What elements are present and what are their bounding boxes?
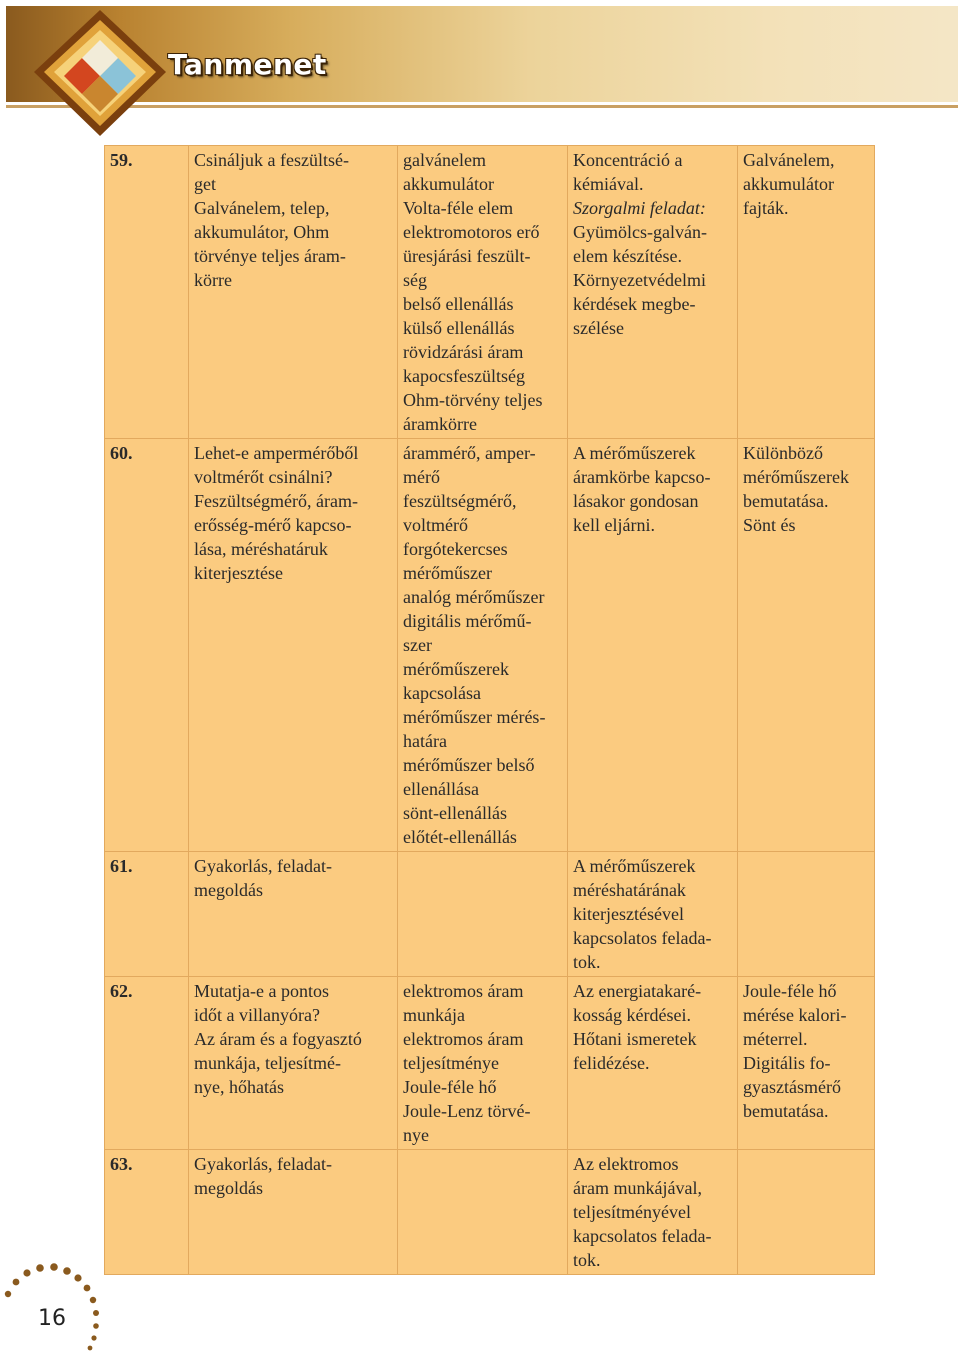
cell-line: teljesítményével bbox=[573, 1202, 691, 1222]
cell-line: rövidzárási áram bbox=[403, 342, 524, 362]
cell-line: Gyakorlás, feladat- bbox=[194, 856, 332, 876]
cell-line: Az áram és a fogyasztó bbox=[194, 1029, 362, 1049]
cell-line: külső ellenállás bbox=[403, 318, 515, 338]
cell-line: teljesítménye bbox=[403, 1053, 499, 1073]
cell-line: fajták. bbox=[743, 198, 789, 218]
lesson-connections bbox=[568, 1150, 738, 1275]
cell-line: kémiával. bbox=[573, 174, 644, 194]
cell-line: Különböző bbox=[743, 443, 823, 463]
cell-line: get bbox=[194, 174, 216, 194]
cell-line: bemutatása. bbox=[743, 1101, 829, 1121]
cell-line: tok. bbox=[573, 1250, 601, 1270]
cell-line: mérő bbox=[403, 467, 440, 487]
cell-line: erősség-mérő kapcso- bbox=[194, 515, 352, 535]
lesson-number: 62. bbox=[105, 977, 189, 1150]
cell-line: mérőműszerek bbox=[403, 659, 509, 679]
cell-line: Koncentráció a bbox=[573, 150, 683, 170]
curriculum-table bbox=[104, 145, 875, 1275]
curriculum-table-body bbox=[105, 146, 875, 1275]
cell-line: szer bbox=[403, 635, 432, 655]
cell-line: gyasztásmérő bbox=[743, 1077, 841, 1097]
cell-line: lása, méréshatáruk bbox=[194, 539, 328, 559]
cell-line: nye, hőhatás bbox=[194, 1077, 284, 1097]
cell-line: szélése bbox=[573, 318, 624, 338]
lesson-concepts bbox=[398, 1150, 568, 1275]
cell-line: voltmérő bbox=[403, 515, 468, 535]
lesson-demonstrations bbox=[738, 977, 875, 1150]
lesson-number: 59. bbox=[105, 146, 189, 439]
lesson-topic bbox=[189, 977, 398, 1150]
table-row bbox=[105, 977, 875, 1150]
header-banner bbox=[0, 0, 960, 140]
cell-line: méréshatárának bbox=[573, 880, 686, 900]
cell-line: Galvánelem, telep, bbox=[194, 198, 330, 218]
cell-line: Gyakorlás, feladat- bbox=[194, 1154, 332, 1174]
cell-line: sönt-ellenállás bbox=[403, 803, 507, 823]
cell-line: Sönt és bbox=[743, 515, 796, 535]
cell-line: kiterjesztésével bbox=[573, 904, 684, 924]
lesson-demonstrations bbox=[738, 852, 875, 977]
cell-line: kérdések megbe- bbox=[573, 294, 696, 314]
cell-line: Galvánelem, bbox=[743, 150, 835, 170]
cell-line: Szorgalmi feladat: bbox=[573, 198, 706, 218]
cell-line: mérőműszer mérés- bbox=[403, 707, 546, 727]
lesson-topic bbox=[189, 439, 398, 852]
cell-line: A mérőműszerek bbox=[573, 856, 696, 876]
cell-line: elektromos áram bbox=[403, 1029, 524, 1049]
cell-line: Joule-Lenz törvé- bbox=[403, 1101, 531, 1121]
cell-line: mérőműszerek bbox=[743, 467, 849, 487]
cell-line: kosság kérdései. bbox=[573, 1005, 691, 1025]
cell-line: időt a villanyóra? bbox=[194, 1005, 320, 1025]
cell-line: analóg mérőműszer bbox=[403, 587, 545, 607]
cell-line: lásakor gondosan bbox=[573, 491, 699, 511]
cell-line: bemutatása. bbox=[743, 491, 829, 511]
lesson-concepts bbox=[398, 977, 568, 1150]
cell-line: munkája bbox=[403, 1005, 465, 1025]
cell-line: kell eljárni. bbox=[573, 515, 655, 535]
cell-line: kapocsfeszültség bbox=[403, 366, 525, 386]
cell-line: körre bbox=[194, 270, 232, 290]
lesson-demonstrations bbox=[738, 1150, 875, 1275]
cell-line: Hőtani ismeretek bbox=[573, 1029, 697, 1049]
table-row bbox=[105, 852, 875, 977]
cell-line: akkumulátor, Ohm bbox=[194, 222, 330, 242]
cell-line: voltmérőt csinálni? bbox=[194, 467, 333, 487]
cell-line: kiterjesztése bbox=[194, 563, 283, 583]
cell-line: áramkörre bbox=[403, 414, 477, 434]
lesson-connections bbox=[568, 146, 738, 439]
cell-line: A mérőműszerek bbox=[573, 443, 696, 463]
cell-line: tok. bbox=[573, 952, 601, 972]
table-row bbox=[105, 439, 875, 852]
lesson-connections bbox=[568, 977, 738, 1150]
page-title: Tanmenet bbox=[168, 48, 327, 81]
lesson-concepts bbox=[398, 852, 568, 977]
cell-line: nye bbox=[403, 1125, 429, 1145]
table-row bbox=[105, 1150, 875, 1275]
cell-line: Feszültségmérő, áram- bbox=[194, 491, 358, 511]
cell-line: Az elektromos bbox=[573, 1154, 679, 1174]
cell-line: akkumulátor bbox=[403, 174, 494, 194]
cell-line: méterrel. bbox=[743, 1029, 808, 1049]
cell-line: Az energiatakaré- bbox=[573, 981, 702, 1001]
cell-line: mérése kalori- bbox=[743, 1005, 847, 1025]
cell-line: Digitális fo- bbox=[743, 1053, 831, 1073]
cell-line: törvénye teljes áram- bbox=[194, 246, 346, 266]
lesson-demonstrations bbox=[738, 146, 875, 439]
cell-line: üresjárási feszült- bbox=[403, 246, 531, 266]
lesson-number: 61. bbox=[105, 852, 189, 977]
cell-line: áramkörbe kapcso- bbox=[573, 467, 711, 487]
cell-line: belső ellenállás bbox=[403, 294, 514, 314]
cell-line: felidézése. bbox=[573, 1053, 650, 1073]
cell-line: Mutatja-e a pontos bbox=[194, 981, 329, 1001]
cell-line: előtét-ellenállás bbox=[403, 827, 517, 847]
cell-line: áram munkájával, bbox=[573, 1178, 702, 1198]
cell-line: galvánelem bbox=[403, 150, 486, 170]
cell-line: árammérő, amper- bbox=[403, 443, 536, 463]
table-row bbox=[105, 146, 875, 439]
cell-line: ség bbox=[403, 270, 427, 290]
cell-line: megoldás bbox=[194, 1178, 263, 1198]
cell-line: feszültségmérő, bbox=[403, 491, 517, 511]
cell-line: Lehet-e ampermérőből bbox=[194, 443, 359, 463]
diamond-logo-icon bbox=[30, 6, 170, 140]
lesson-topic bbox=[189, 146, 398, 439]
cell-line: Csináljuk a feszültsé- bbox=[194, 150, 349, 170]
cell-line: elektromotoros erő bbox=[403, 222, 540, 242]
cell-line: Volta-féle elem bbox=[403, 198, 514, 218]
lesson-demonstrations bbox=[738, 439, 875, 852]
cell-line: munkája, teljesítmé- bbox=[194, 1053, 341, 1073]
cell-line: Környezetvédelmi bbox=[573, 270, 706, 290]
cell-line: kapcsolatos felada- bbox=[573, 928, 712, 948]
cell-line: Joule-féle hő bbox=[743, 981, 837, 1001]
cell-line: Ohm-törvény teljes bbox=[403, 390, 543, 410]
lesson-number: 63. bbox=[105, 1150, 189, 1275]
cell-line: határa bbox=[403, 731, 447, 751]
lesson-concepts bbox=[398, 146, 568, 439]
cell-line: kapcsolása bbox=[403, 683, 481, 703]
cell-line: Joule-féle hő bbox=[403, 1077, 497, 1097]
cell-line: digitális mérőmű- bbox=[403, 611, 532, 631]
lesson-connections bbox=[568, 439, 738, 852]
lesson-concepts bbox=[398, 439, 568, 852]
cell-line: kapcsolatos felada- bbox=[573, 1226, 712, 1246]
cell-line: ellenállása bbox=[403, 779, 479, 799]
lesson-connections bbox=[568, 852, 738, 977]
lesson-number: 60. bbox=[105, 439, 189, 852]
lesson-topic bbox=[189, 852, 398, 977]
cell-line: elem készítése. bbox=[573, 246, 682, 266]
cell-line: forgótekercses bbox=[403, 539, 508, 559]
cell-line: Gyümölcs-galván- bbox=[573, 222, 707, 242]
cell-line: akkumulátor bbox=[743, 174, 834, 194]
cell-line: mérőműszer belső bbox=[403, 755, 535, 775]
cell-line: mérőműszer bbox=[403, 563, 492, 583]
cell-line: megoldás bbox=[194, 880, 263, 900]
page-number: 16 bbox=[38, 1306, 66, 1331]
lesson-topic bbox=[189, 1150, 398, 1275]
cell-line: elektromos áram bbox=[403, 981, 524, 1001]
